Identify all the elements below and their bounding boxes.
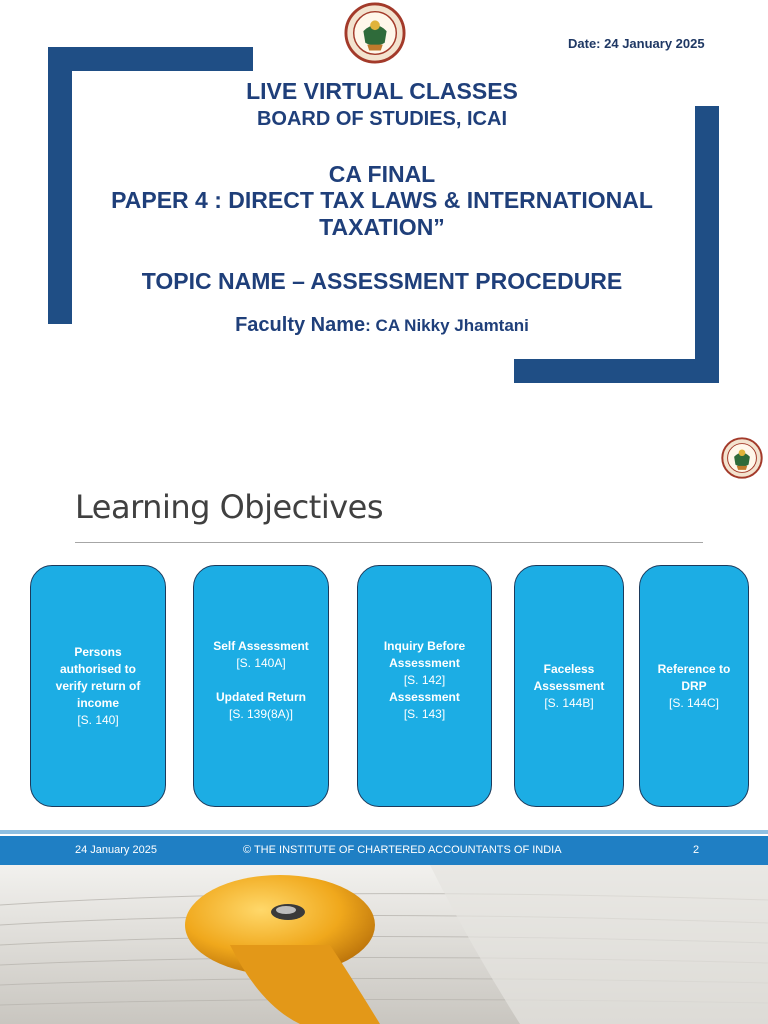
card-section: [S. 140] bbox=[77, 712, 119, 727]
card-heading: Persons authorised to verify return of income bbox=[55, 644, 141, 710]
title-slide bbox=[0, 0, 768, 410]
footer-page-number: 2 bbox=[693, 844, 700, 856]
objective-card bbox=[639, 565, 749, 807]
icai-logo-small bbox=[721, 437, 763, 479]
faculty-name: : CA Nikky Jhamtani bbox=[365, 316, 529, 335]
footer-accent bbox=[0, 830, 768, 834]
card-section: [S. 143] bbox=[403, 706, 446, 721]
card-heading: Faceless Assessment bbox=[533, 661, 605, 693]
card-heading: Assessment bbox=[389, 689, 460, 704]
frame-bar-right bbox=[695, 106, 719, 383]
heading-paper: PAPER 4 : DIRECT TAX LAWS & INTERNATIONAL TAXATION” bbox=[111, 187, 653, 240]
objective-card bbox=[30, 565, 166, 807]
card-section: [S. 142] bbox=[403, 672, 446, 687]
frame-bar-bottom-right bbox=[514, 359, 719, 383]
slide-date: Date: 24 January 2025 bbox=[568, 36, 705, 51]
faculty-line bbox=[60, 314, 704, 337]
card-section: [S. 144B] bbox=[544, 695, 594, 710]
objective-card bbox=[514, 565, 624, 807]
card-heading: Inquiry Before Assessment bbox=[383, 638, 466, 670]
card-heading: Updated Return bbox=[216, 689, 306, 704]
icai-logo bbox=[343, 2, 407, 64]
stamp-photo-illustration bbox=[0, 865, 768, 1024]
heading-board: BOARD OF STUDIES, ICAI bbox=[256, 108, 507, 130]
heading-live-classes: LIVE VIRTUAL CLASSES bbox=[246, 78, 518, 104]
card-heading: Reference to DRP bbox=[657, 661, 731, 693]
heading-course: CA FINAL bbox=[328, 161, 436, 187]
slide-title: Learning Objectives bbox=[75, 488, 383, 526]
objective-card bbox=[357, 565, 492, 807]
title-divider bbox=[75, 542, 703, 543]
heading-topic: TOPIC NAME – ASSESSMENT PROCEDURE bbox=[141, 268, 623, 294]
learning-objectives-slide bbox=[0, 410, 768, 865]
card-section: [S. 140A] bbox=[236, 655, 286, 670]
card-section: [S. 139(8A)] bbox=[228, 706, 294, 721]
objective-card bbox=[193, 565, 329, 807]
faculty-label: Faculty Name bbox=[235, 314, 366, 336]
frame-bar-top-left bbox=[48, 47, 253, 71]
footer-copyright: © THE INSTITUTE OF CHARTERED ACCOUNTANTS OF INDIA bbox=[243, 844, 562, 856]
card-section: [S. 144C] bbox=[668, 695, 720, 710]
card-heading: Self Assessment bbox=[213, 638, 309, 653]
stamp-photo bbox=[0, 865, 768, 1024]
slide-footer bbox=[0, 836, 768, 865]
footer-date: 24 January 2025 bbox=[75, 844, 157, 856]
